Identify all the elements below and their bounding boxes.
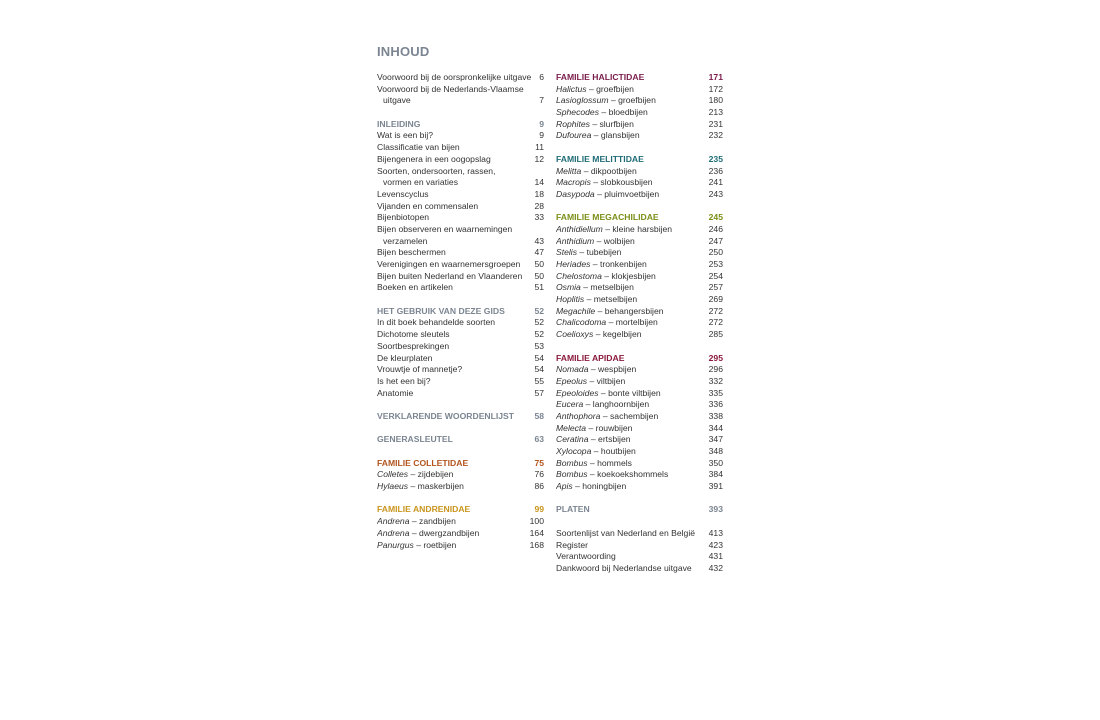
toc-entry[interactable]: Register 423 xyxy=(556,539,723,550)
genus-entry[interactable]: Osmia – metselbijen 257 xyxy=(556,282,723,293)
genus-entry[interactable]: Nomada – wespbijen 296 xyxy=(556,364,723,375)
genus-entry[interactable]: Hoplitis – metselbijen 269 xyxy=(556,294,723,305)
genus-entry[interactable]: Ceratina – ertsbijen 347 xyxy=(556,434,723,445)
toc-entry[interactable]: Vrouwtje of mannetje? 54 xyxy=(377,364,544,375)
toc-entry[interactable]: Soortbesprekingen 53 xyxy=(377,340,544,351)
page-title: INHOUD xyxy=(377,44,430,59)
genus-entry[interactable]: Dufourea – glansbijen 232 xyxy=(556,130,723,141)
toc-entry[interactable]: Verenigingen en waarnemersgroepen 50 xyxy=(377,259,544,269)
genus-entry[interactable]: Eucera – langhoornbijen 336 xyxy=(556,399,723,410)
family-heading-melittidae[interactable]: FAMILIE MELITTIDAE 235 xyxy=(556,153,723,164)
genus-entry[interactable]: Andrena – dwergzandbijen 164 xyxy=(377,527,544,538)
genus-entry[interactable]: Lasioglossum – groefbijen 180 xyxy=(556,95,723,106)
section-heading-inleiding[interactable]: INLEIDING 9 xyxy=(377,118,544,129)
toc-entry[interactable]: Verantwoording 431 xyxy=(556,551,723,562)
family-heading-halictidae[interactable]: FAMILIE HALICTIDAE 171 xyxy=(556,72,723,82)
toc-entry[interactable]: Bijen beschermen 47 xyxy=(377,247,544,258)
toc-entry[interactable]: Voorwoord bij de Nederlands-Vlaamse xyxy=(377,83,524,94)
toc-entry-continuation[interactable]: vormen en variaties 14 xyxy=(383,177,544,188)
toc-entry[interactable]: Bijengenera in een oogopslag 12 xyxy=(377,153,544,164)
genus-entry[interactable]: Coelioxys – kegelbijen 285 xyxy=(556,329,723,340)
genus-entry[interactable]: Bombus – hommels 350 xyxy=(556,457,723,468)
toc-entry[interactable]: Dichotome sleutels 52 xyxy=(377,329,544,340)
genus-entry[interactable]: Heriades – tronkenbijen 253 xyxy=(556,259,723,269)
toc-entry[interactable]: Levenscyclus 18 xyxy=(377,188,544,199)
genus-entry[interactable]: Xylocopa – houtbijen 348 xyxy=(556,446,723,456)
genus-entry[interactable]: Apis – honingbijen 391 xyxy=(556,481,723,492)
family-heading-megachilidae[interactable]: FAMILIE MEGACHILIDAE 245 xyxy=(556,212,723,223)
genus-entry[interactable]: Rophites – slurfbijen 231 xyxy=(556,118,723,129)
genus-entry[interactable]: Melitta – dikpootbijen 236 xyxy=(556,165,723,176)
toc-entry[interactable]: Bijenbiotopen 33 xyxy=(377,212,544,223)
toc-entry[interactable]: In dit boek behandelde soorten 52 xyxy=(377,317,544,328)
toc-entry[interactable]: De kleurplaten 54 xyxy=(377,352,544,363)
toc-right-column xyxy=(556,72,723,575)
family-heading-apidae[interactable]: FAMILIE APIDAE 295 xyxy=(556,352,723,363)
toc-entry[interactable]: Soortenlijst van Nederland en België 413 xyxy=(556,527,723,538)
section-heading-woordenlijst[interactable]: VERKLARENDE WOORDENLIJST 58 xyxy=(377,410,544,421)
family-heading-colletidae[interactable]: FAMILIE COLLETIDAE 75 xyxy=(377,457,544,468)
toc-entry-continuation[interactable]: verzamelen 43 xyxy=(383,235,544,246)
genus-entry[interactable]: Epeoloides – bonte viltbijen 335 xyxy=(556,387,723,398)
genus-entry[interactable]: Chelostoma – klokjesbijen 254 xyxy=(556,270,723,281)
genus-entry[interactable]: Anthophora – sachembijen 338 xyxy=(556,410,723,421)
genus-entry[interactable]: Sphecodes – bloedbijen 213 xyxy=(556,107,723,118)
genus-entry[interactable]: Hylaeus – maskerbijen 86 xyxy=(377,481,544,492)
toc-entry[interactable]: Bijen buiten Nederland en Vlaanderen 50 xyxy=(377,270,544,281)
section-heading-generasleutel[interactable]: GENERASLEUTEL 63 xyxy=(377,434,544,445)
genus-entry[interactable]: Macropis – slobkousbijen 241 xyxy=(556,177,723,188)
toc-entry[interactable]: Classificatie van bijen 11 xyxy=(377,142,544,153)
toc-entry[interactable]: Vijanden en commensalen 28 xyxy=(377,200,544,211)
genus-entry[interactable]: Megachile – behangersbijen 272 xyxy=(556,305,723,316)
toc-entry[interactable]: Wat is een bij? 9 xyxy=(377,130,544,141)
family-heading-andrenidae[interactable]: FAMILIE ANDRENIDAE 99 xyxy=(377,504,544,515)
toc-entry[interactable]: Soorten, ondersoorten, rassen, xyxy=(377,165,496,176)
genus-entry[interactable]: Stelis – tubebijen 250 xyxy=(556,247,723,258)
genus-entry[interactable]: Halictus – groefbijen 172 xyxy=(556,83,723,94)
toc-entry[interactable]: Anatomie 57 xyxy=(377,387,544,398)
genus-entry[interactable]: Dasypoda – pluimvoetbijen 243 xyxy=(556,188,723,199)
section-heading-platen[interactable]: PLATEN 393 xyxy=(556,504,723,515)
genus-entry[interactable]: Epeolus – viltbijen 332 xyxy=(556,375,723,386)
genus-entry[interactable]: Panurgus – roetbijen 168 xyxy=(377,539,544,550)
genus-entry[interactable]: Melecta – rouwbijen 344 xyxy=(556,422,723,433)
toc-entry[interactable]: Is het een bij? 55 xyxy=(377,375,544,386)
toc-entry[interactable]: Dankwoord bij Nederlandse uitgave 432 xyxy=(556,562,723,573)
genus-entry[interactable]: Anthidium – wolbijen 247 xyxy=(556,235,723,246)
genus-entry[interactable]: Andrena – zandbijen 100 xyxy=(377,516,544,527)
toc-entry[interactable]: Voorwoord bij de oorspronkelijke uitgave 6 xyxy=(377,72,544,82)
genus-entry[interactable]: Anthidiellum – kleine harsbijen 246 xyxy=(556,223,723,234)
toc-entry[interactable]: Bijen observeren en waarnemingen xyxy=(377,223,513,234)
toc-left-column xyxy=(377,72,544,551)
toc-entry-continuation[interactable]: uitgave 7 xyxy=(383,95,544,106)
toc-entry[interactable]: Boeken en artikelen 51 xyxy=(377,282,544,293)
section-heading-gebruik[interactable]: HET GEBRUIK VAN DEZE GIDS 52 xyxy=(377,305,544,316)
genus-entry[interactable]: Chalicodoma – mortelbijen 272 xyxy=(556,317,723,328)
genus-entry[interactable]: Bombus – koekoekshommels 384 xyxy=(556,469,723,480)
genus-entry[interactable]: Colletes – zijdebijen 76 xyxy=(377,469,544,480)
